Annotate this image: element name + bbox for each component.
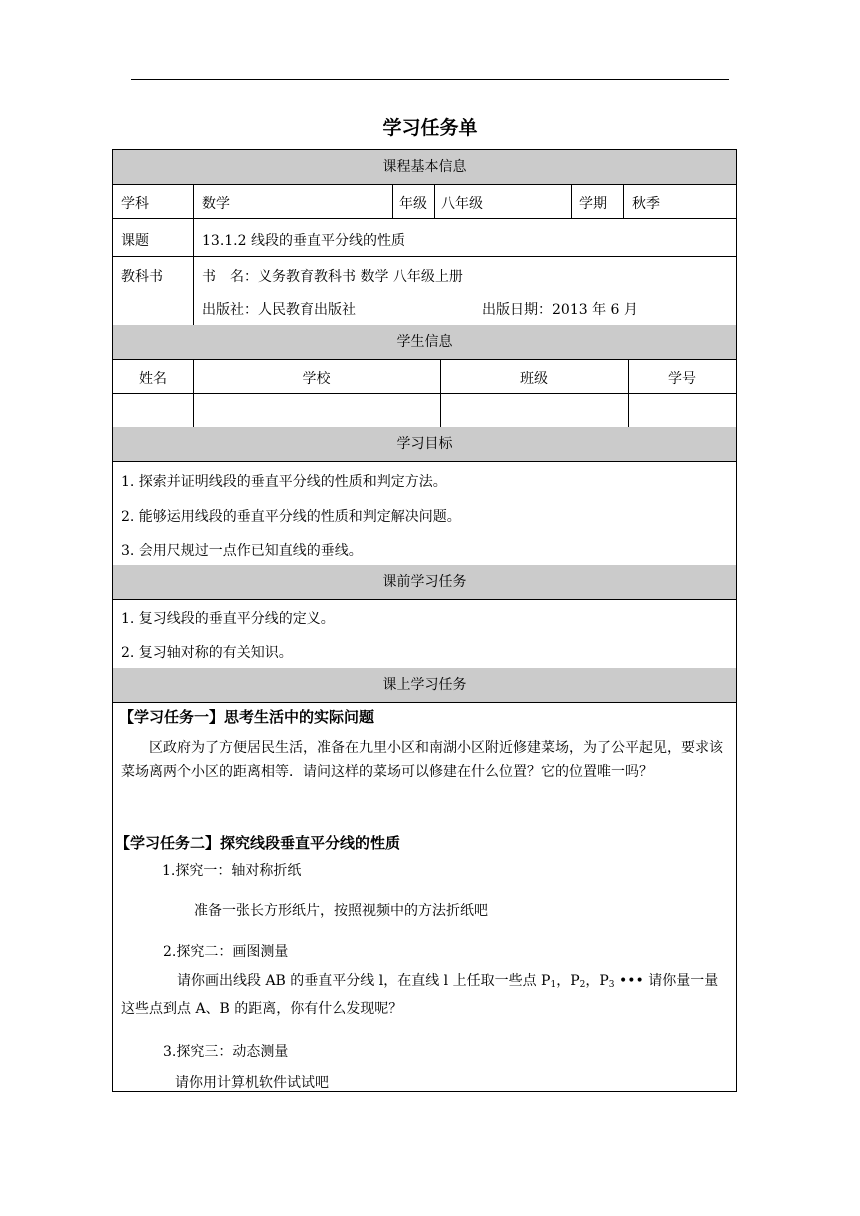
topic-label: 课题 <box>121 233 149 249</box>
header-rule <box>131 79 729 80</box>
column-student-id: 学号 <box>668 371 696 387</box>
topic-value: 13.1.2 线段的垂直平分线的性质 <box>202 233 405 249</box>
document-title: 学习任务单 <box>382 117 478 139</box>
grade-label: 年级 <box>399 196 427 212</box>
task-sheet-table <box>112 149 737 1092</box>
name-cell[interactable] <box>115 395 191 426</box>
textbook-name: 书 名：义务教育教科书 数学 八年级上册 <box>202 269 463 285</box>
class-cell[interactable] <box>442 395 626 426</box>
task-two-title: 【学习任务二】探究线段垂直平分线的性质 <box>115 834 401 852</box>
student-info-header: 学生信息 <box>113 325 736 359</box>
column-class: 班级 <box>520 371 548 387</box>
objective-item: 3. 会用尺规过一点作已知直线的垂线。 <box>121 543 363 559</box>
pre-class-header: 课前学习任务 <box>113 565 736 599</box>
task-one-title: 【学习任务一】思考生活中的实际问题 <box>119 708 375 726</box>
explore-one-title: 1.探究一：轴对称折纸 <box>162 863 302 879</box>
explore-two-title: 2.探究二：画图测量 <box>163 944 289 960</box>
explore-three-title: 3.探究三：动态测量 <box>163 1044 289 1060</box>
subject-label: 学科 <box>121 196 149 212</box>
in-class-header: 课上学习任务 <box>113 668 736 702</box>
course-info-header: 课程基本信息 <box>113 150 736 184</box>
textbook-publisher: 出版社：人民教育出版社 <box>202 302 356 318</box>
student-id-cell[interactable] <box>630 395 734 426</box>
pre-class-item: 1. 复习线段的垂直平分线的定义。 <box>121 611 335 627</box>
column-name: 姓名 <box>139 371 167 387</box>
textbook-label: 教科书 <box>121 269 163 285</box>
explore-one-text: 准备一张长方形纸片，按照视频中的方法折纸吧 <box>194 903 488 919</box>
column-school: 学校 <box>302 371 331 387</box>
objectives-header: 学习目标 <box>113 427 736 461</box>
textbook-publish-date: 出版日期：2013 年 6 月 <box>482 302 638 318</box>
term-label: 学期 <box>579 196 607 212</box>
objective-item: 2. 能够运用线段的垂直平分线的性质和判定解决问题。 <box>121 509 461 525</box>
explore-two-text: 请你画出线段 AB 的垂直平分线 l，在直线 l 上任取一些点 $P_1$，$P_2$，$P_3$ ••• 请你量一量这些点到点 A、B 的距离，你有什么发现呢？ <box>121 973 719 1017</box>
term-value: 秋季 <box>632 196 660 212</box>
task-one-text: 区政府为了方便居民生活，准备在九里小区和南湖小区附近修建菜场，为了公平起见，要求该菜场离两个小区的距离相等．请问这样的菜场可以修建在什么位置？它的位置唯一吗？ <box>121 740 723 780</box>
subject-value: 数学 <box>202 196 230 212</box>
pre-class-item: 2. 复习轴对称的有关知识。 <box>121 645 293 661</box>
grade-value: 八年级 <box>441 196 483 212</box>
explore-three-text: 请你用计算机软件试试吧 <box>175 1075 329 1091</box>
objective-item: 1. 探索并证明线段的垂直平分线的性质和判定方法。 <box>121 474 447 490</box>
school-cell[interactable] <box>195 395 438 426</box>
